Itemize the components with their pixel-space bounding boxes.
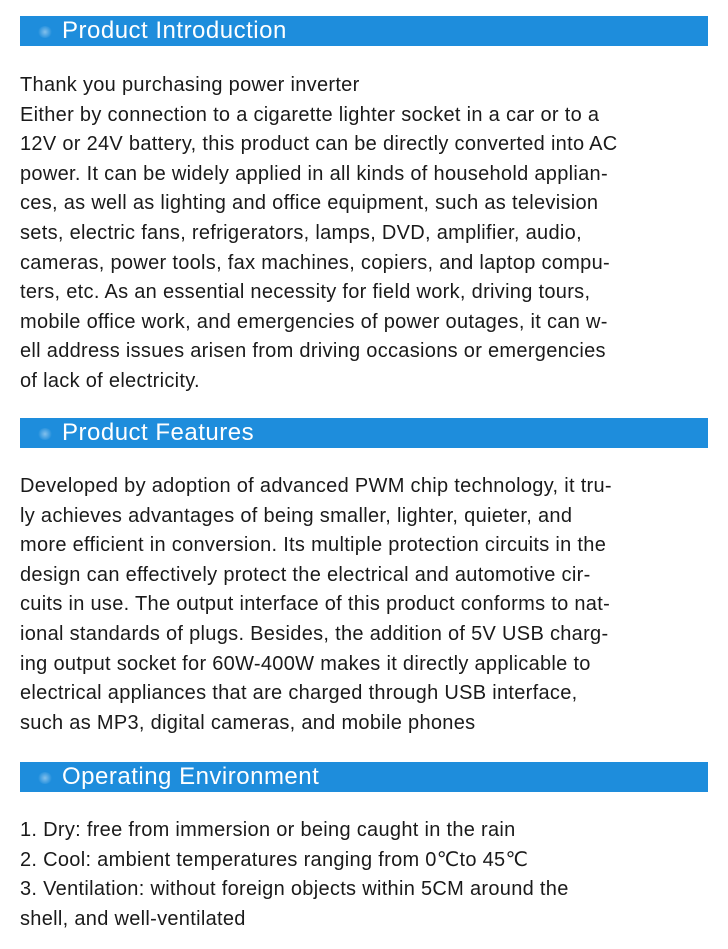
text-line: ional standards of plugs. Besides, the addition of 5V USB charg- — [20, 622, 609, 645]
list-item: 1. Dry: free from immersion or being caught in the rain — [20, 819, 516, 841]
text-line: ly achieves advantages of being smaller, lighter, quieter, and — [20, 504, 573, 527]
text-line: ces, as well as lighting and office equipment, such as television — [20, 192, 599, 215]
text-line: cuits in use. The output interface of this product conforms to nat- — [20, 593, 611, 616]
header-bullet-icon — [38, 428, 52, 440]
product-introduction-text — [20, 71, 710, 397]
text-line: ters, etc. As an essential necessity for field work, driving tours, — [20, 281, 591, 304]
text-line: ell address issues arisen from driving occasions or emergencies — [20, 340, 606, 363]
list-item: 2. Cool: ambient temperatures ranging from 0℃to 45℃ — [20, 848, 529, 871]
text-line: mobile office work, and emergencies of power outages, it can w- — [20, 310, 608, 333]
text-line: more efficient in conversion. Its multiple protection circuits in the — [20, 534, 607, 557]
text-line: ing output socket for 60W-400W makes it directly applicable to — [20, 652, 591, 675]
section-header-operating-environment — [20, 762, 708, 792]
section-heading: Product Features — [62, 419, 255, 446]
text-line: sets, electric fans, refrigerators, lamps, DVD, amplifier, audio, — [20, 221, 582, 244]
text-line: Developed by adoption of advanced PWM chip technology, it tru- — [20, 475, 612, 497]
section-heading: Product Introduction — [62, 17, 287, 44]
text-line: Either by connection to a cigarette lighter socket in a car or to a — [20, 103, 600, 126]
text-line: design can effectively protect the electrical and automotive cir- — [20, 563, 591, 586]
list-item: 3. Ventilation: without foreign objects within 5CM around the — [20, 878, 569, 901]
header-bullet-icon — [38, 772, 52, 784]
text-line: such as MP3, digital cameras, and mobile phones — [20, 711, 476, 734]
list-item-continuation: shell, and well-ventilated — [20, 907, 246, 930]
operating-environment-list — [20, 816, 710, 934]
text-line: 12V or 24V battery, this product can be directly converted into AC — [20, 133, 618, 156]
section-heading: Operating Environment — [62, 763, 320, 790]
section-header-product-introduction — [20, 16, 708, 46]
text-line: electrical appliances that are charged through USB interface, — [20, 682, 578, 705]
text-line: of lack of electricity. — [20, 369, 200, 392]
text-line: Thank you purchasing power inverter — [20, 74, 360, 96]
header-bullet-icon — [38, 26, 52, 38]
text-line: cameras, power tools, fax machines, copiers, and laptop compu- — [20, 251, 610, 274]
product-features-text — [20, 472, 710, 738]
section-header-product-features — [20, 418, 708, 448]
text-line: power. It can be widely applied in all kinds of household applian- — [20, 162, 608, 185]
